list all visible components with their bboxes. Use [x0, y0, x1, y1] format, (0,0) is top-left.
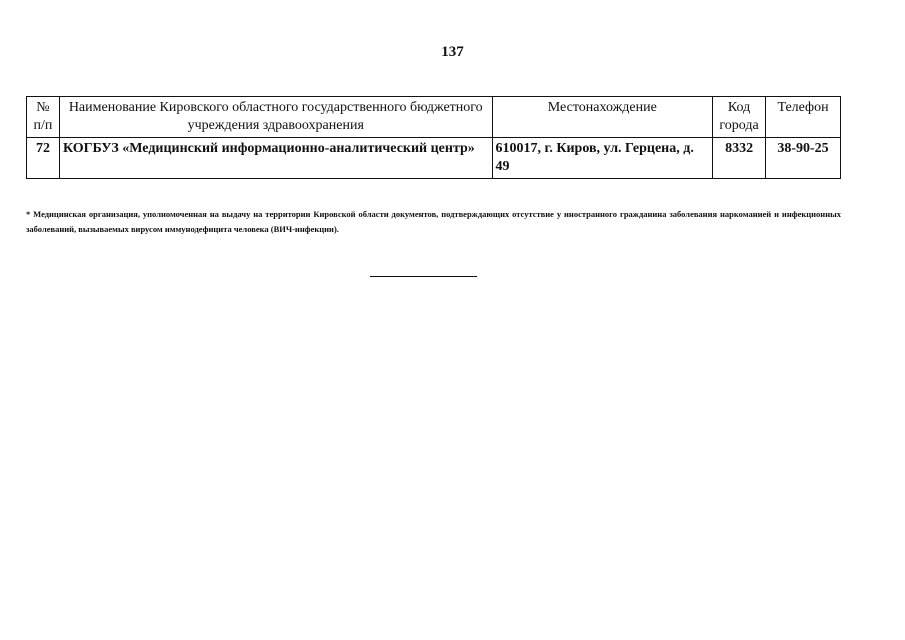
header-name: Наименование Кировского областного государственного бюджетного учреждения здравоохранения: [59, 97, 492, 138]
cell-code: 8332: [713, 138, 766, 179]
header-code: Код города: [713, 97, 766, 138]
institutions-table: [26, 96, 841, 179]
header-num: № п/п: [27, 97, 60, 138]
table-row: [27, 138, 841, 179]
table-header-row: [27, 97, 841, 138]
header-phone: Телефон: [766, 97, 841, 138]
cell-num: 72: [27, 138, 60, 179]
footnote: * Медицинская организация, уполномоченная на выдачу на территории Кировской области документов, подтверждающих отсутствие у иностранного гражданина заболевания наркоманией и инфекционных заболеваний, вызываемых вирусом иммунодефицита человека (ВИЧ-инфекции).: [26, 209, 841, 234]
cell-phone: 38-90-25: [766, 138, 841, 179]
page-number: 137: [441, 44, 464, 60]
header-location: Местонахождение: [492, 97, 713, 138]
cell-location: 610017, г. Киров, ул. Герцена, д. 49: [492, 138, 713, 179]
separator-line: [370, 276, 477, 277]
cell-name: КОГБУЗ «Медицинский информационно-аналитический центр»: [59, 138, 492, 179]
